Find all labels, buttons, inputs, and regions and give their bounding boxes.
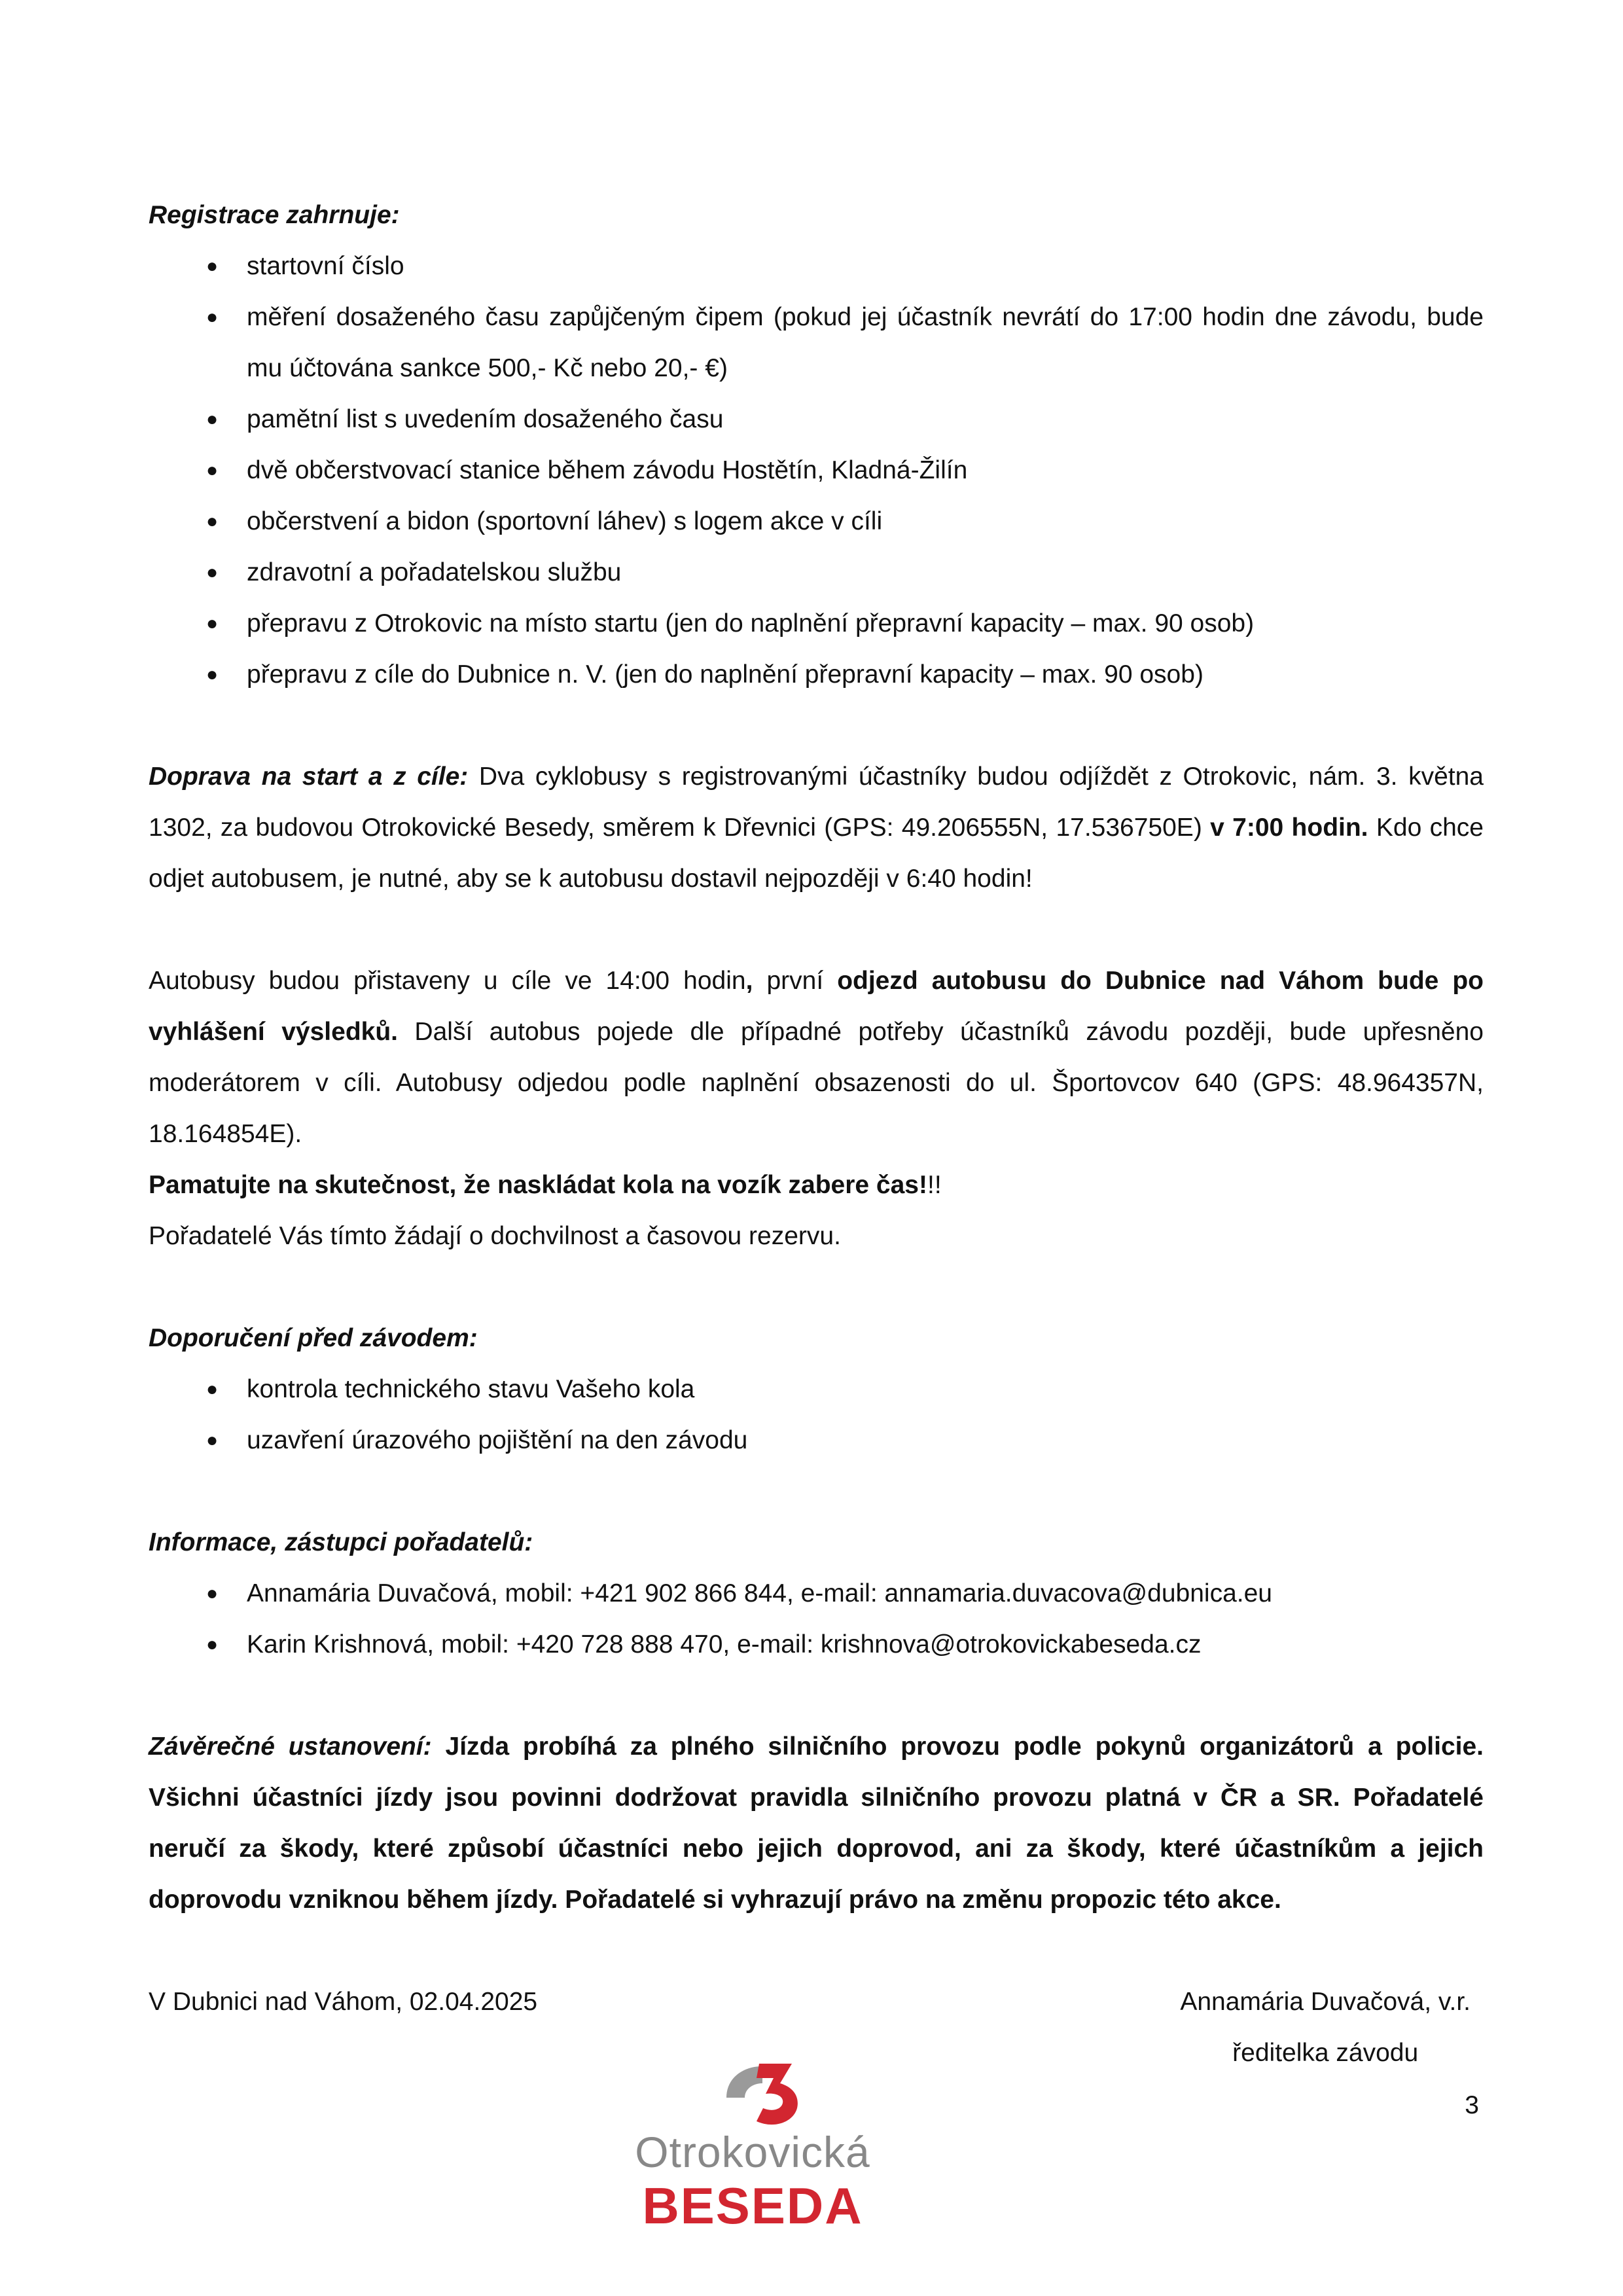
bullet-icon: ●: [206, 1429, 219, 1451]
bullet-icon: ●: [206, 511, 219, 532]
logo-mark-icon: [628, 2052, 877, 2130]
list-item: ● Annamária Duvačová, mobil: +421 902 866 844, e-mail: annamaria.duvacova@dubnica.eu: [149, 1568, 1484, 1619]
bullet-icon: ●: [206, 255, 219, 277]
bullet-icon: ●: [206, 613, 219, 634]
final-heading: Závěrečné ustanovení:: [149, 1732, 432, 1761]
final-paragraph: Závěrečné ustanovení: Jízda probíhá za plného silničního provozu podle pokynů organizátorů a policie. Všichni účastníci jízdy jsou povinni dodržovat pravidla silničního provozu platná v ČR a SR. Pořadatelé neručí za škody, které způsobí účastníci nebo jejich doprovod, ani za škody, které účastníkům a jejich doprovodu vzniknou během jízdy. Pořadatelé si vyhrazují právo na změnu propozic této akce.: [149, 1732, 1484, 1914]
recommendations-list: [149, 1364, 1484, 1466]
bullet-icon: ●: [206, 306, 219, 328]
bullet-icon: ●: [206, 1378, 219, 1400]
otrokovicka-beseda-logo: [628, 2052, 877, 2242]
recommendations-heading: Doporučení před závodem:: [149, 1324, 478, 1352]
registration-list: [149, 241, 1484, 700]
buses-warning: Pamatujte na skutečnost, že naskládat kola na vozík zabere čas!!!: [149, 1171, 942, 1199]
registration-heading: Registrace zahrnuje:: [149, 201, 400, 229]
signer-role: ředitelka závodu: [1232, 2039, 1419, 2067]
logo-text-beseda: BESEDA: [642, 2177, 863, 2234]
list-item: ● kontrola technického stavu Vašeho kola: [149, 1364, 1484, 1415]
list-item: ● přepravu z Otrokovic na místo startu (jen do naplnění přepravní kapacity – max. 90 osob): [149, 598, 1484, 649]
list-item: ● přepravu z cíle do Dubnice n. V. (jen do naplnění přepravní kapacity – max. 90 osob): [149, 649, 1484, 700]
bullet-icon: ●: [206, 562, 219, 583]
bullet-icon: ●: [206, 664, 219, 685]
list-item: ● zdravotní a pořadatelskou službu: [149, 547, 1484, 598]
page-number: 3: [1465, 2091, 1479, 2119]
bullet-icon: ●: [206, 1583, 219, 1604]
contacts-heading: Informace, zástupci pořadatelů:: [149, 1528, 533, 1556]
bullet-icon: ●: [206, 408, 219, 430]
buses-request: Pořadatelé Vás tímto žádají o dochvilnost a časovou rezervu.: [149, 1222, 841, 1250]
signer: [1180, 1977, 1471, 2079]
buses-paragraph: Autobusy budou přistaveny u cíle ve 14:00 hodin, první odjezd autobusu do Dubnice nad Váhom bude po vyhlášení výsledků. Další autobus pojede dle případné potřeby účastníků závodu později, bude upřesněno moderátorem v cíli. Autobusy odjedou podle naplnění obsazenosti do ul. Športovcov 640 (GPS: 48.964357N, 18.164854E).: [149, 967, 1484, 1148]
list-item: ● dvě občerstvovací stanice během závodu Hostětín, Kladná-Žilín: [149, 445, 1484, 496]
transport-paragraph: Doprava na start a z cíle: Dva cyklobusy s registrovanými účastníky budou odjíždět z Otrokovic, nám. 3. května 1302, za budovou Otrokovické Besedy, směrem k Dřevnici (GPS: 49.206555N, 17.536750E) v 7:00 hodin. Kdo chce odjet autobusem, je nutné, aby se k autobusu dostavil nejpozději v 6:40 hodin!: [149, 762, 1484, 893]
bullet-icon: ●: [206, 1634, 219, 1655]
list-item: ● měření dosaženého času zapůjčeným čipem (pokud jej účastník nevrátí do 17:00 hodin dne závodu, bude mu účtována sankce 500,- Kč nebo 20,- €): [149, 292, 1484, 394]
bullet-icon: ●: [206, 459, 219, 481]
place-date: V Dubnici nad Váhom, 02.04.2025: [149, 1988, 538, 2016]
logo-text-otrokovicka: Otrokovická: [635, 2128, 870, 2176]
list-item: ● uzavření úrazového pojištění na den závodu: [149, 1415, 1484, 1466]
list-item: ● pamětní list s uvedením dosaženého času: [149, 394, 1484, 445]
list-item: ● startovní číslo: [149, 241, 1484, 292]
document-page: [149, 190, 1484, 2079]
list-item: ● Karin Krishnová, mobil: +420 728 888 470, e-mail: krishnova@otrokovickabeseda.cz: [149, 1619, 1484, 1670]
transport-heading: Doprava na start a z cíle:: [149, 762, 469, 791]
list-item: ● občerstvení a bidon (sportovní láhev) s logem akce v cíli: [149, 496, 1484, 547]
signer-name: Annamária Duvačová, v.r.: [1180, 1988, 1471, 2016]
contacts-list: [149, 1568, 1484, 1670]
